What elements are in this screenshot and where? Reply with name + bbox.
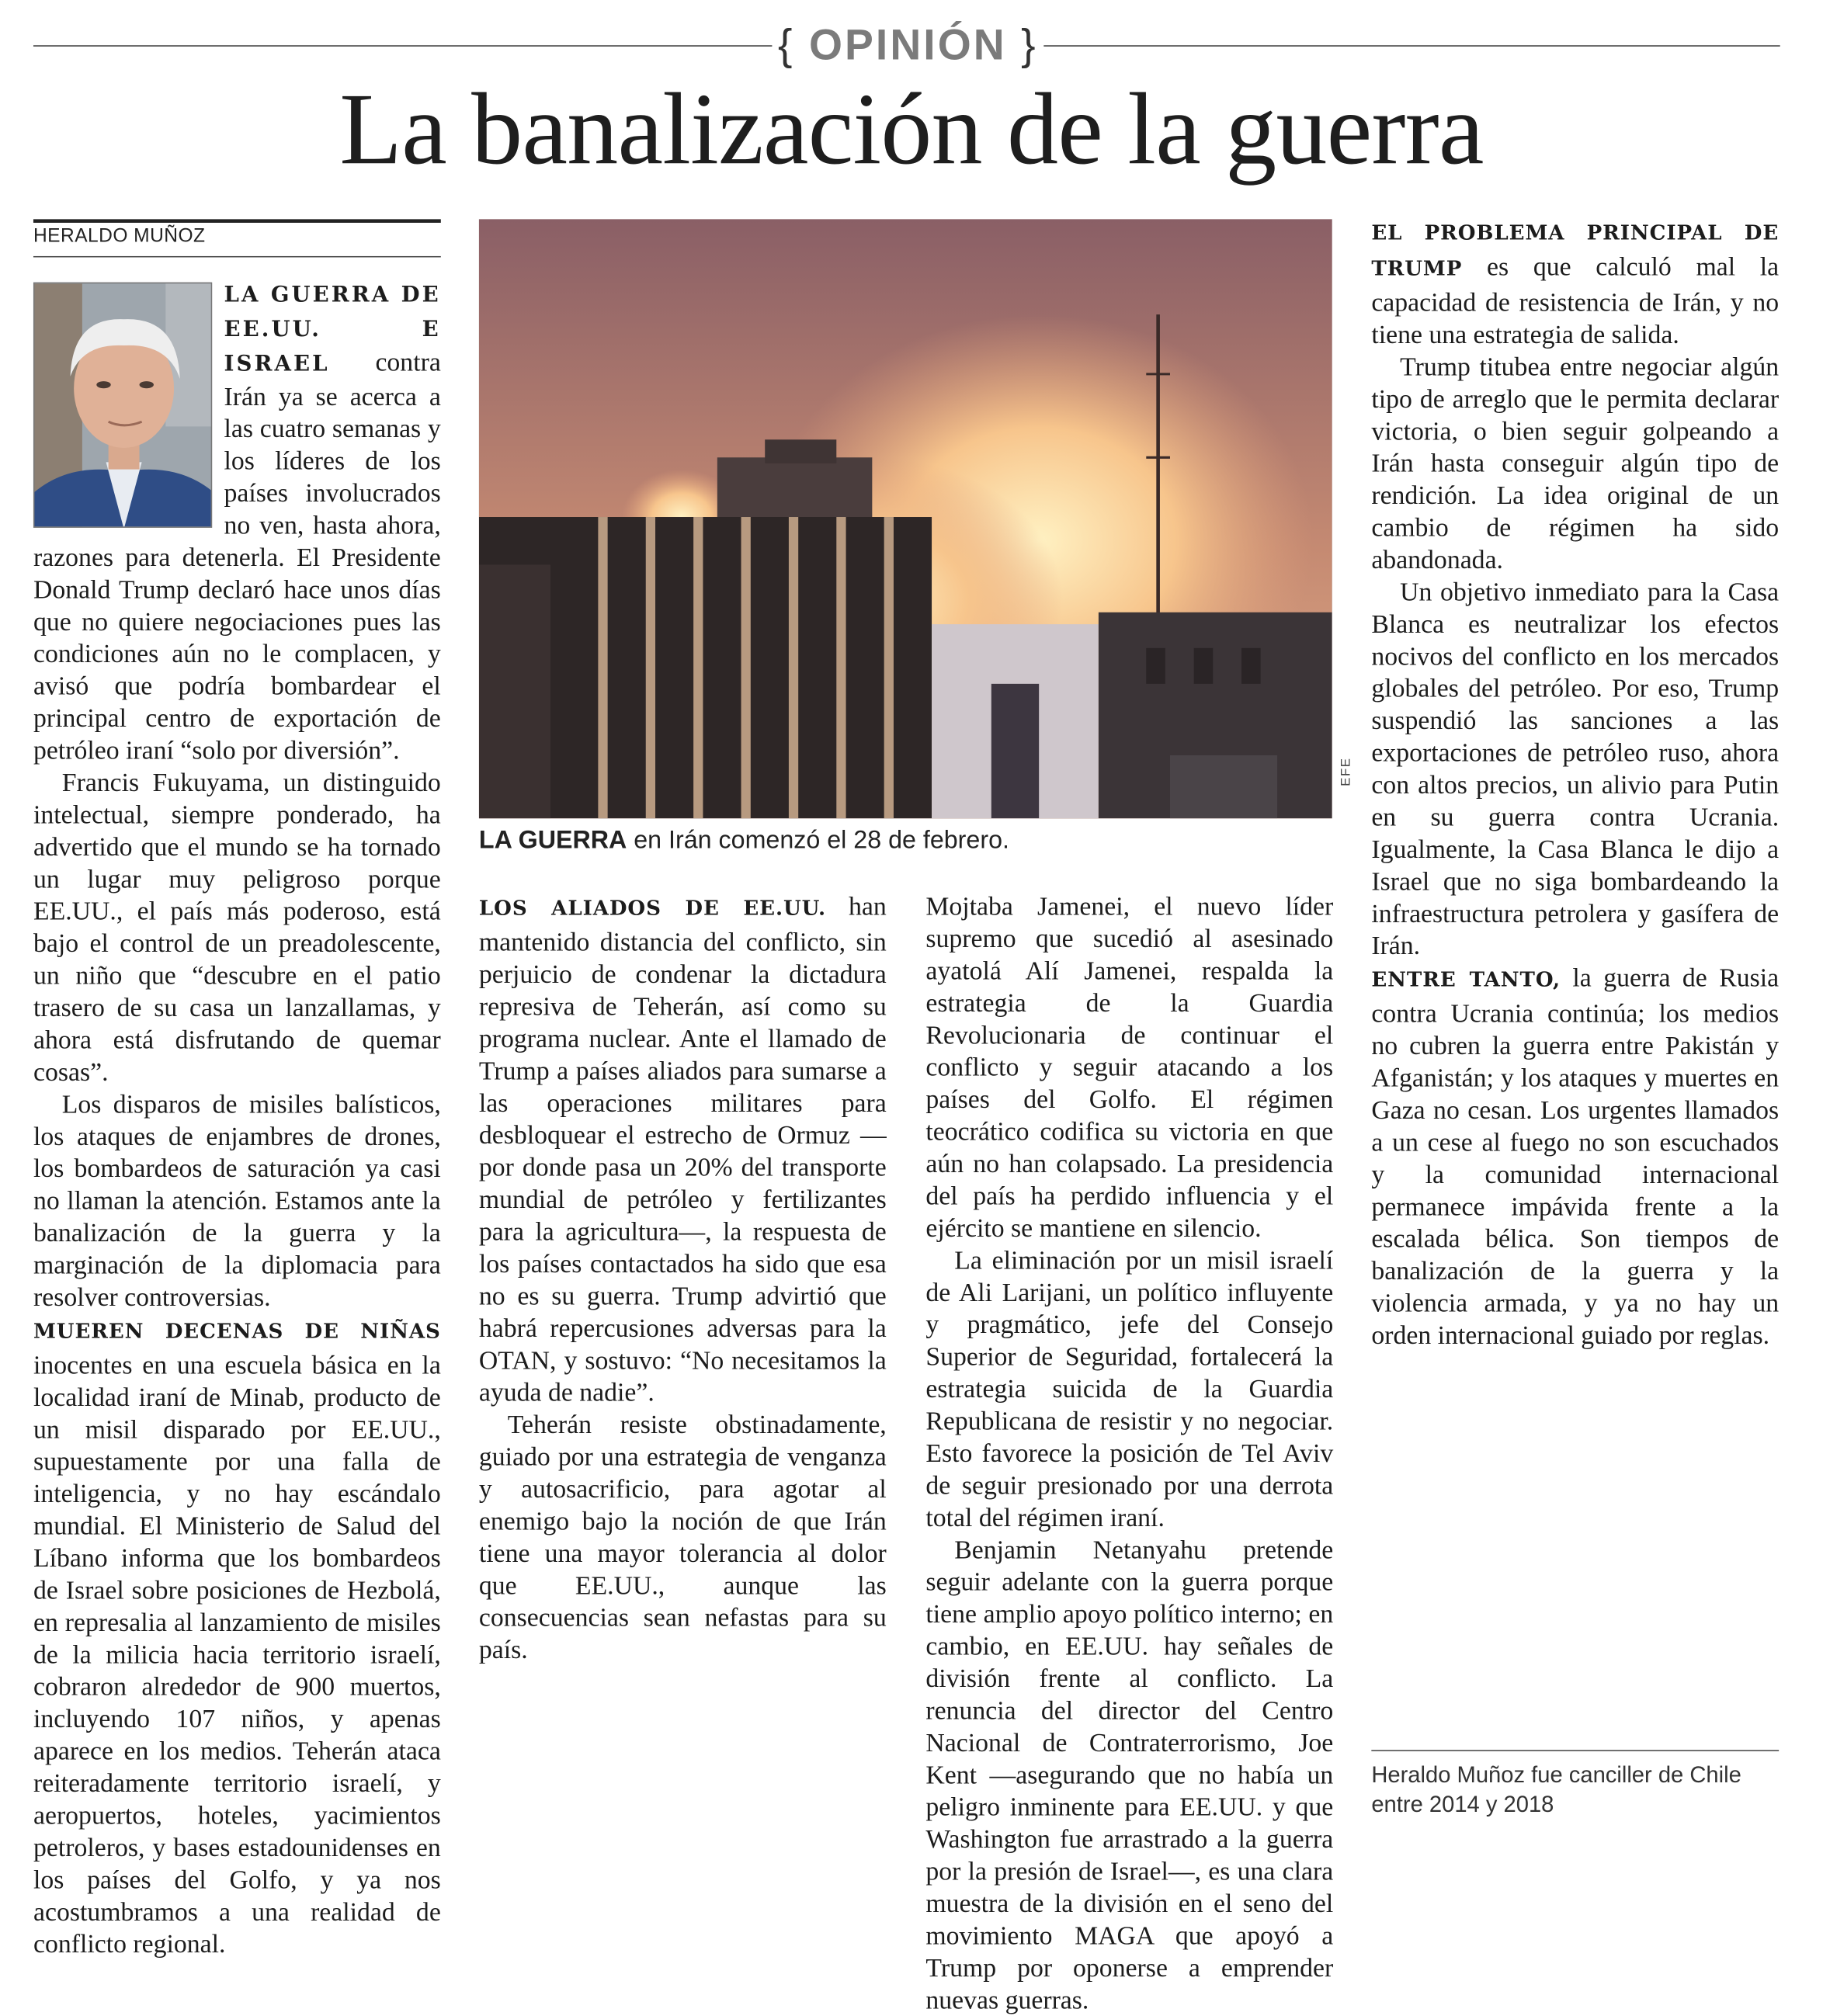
article-paragraph: EL PROBLEMA PRINCIPAL DE TRUMP es que calculó mal la capacidad de resistencia de Irán, y no tiene una estrategia de salida.	[1371, 221, 1780, 349]
lead-in: LA GUERRA DE EE.UU. E ISRAEL	[224, 282, 441, 376]
article-paragraph: Teherán resiste obstinadamente, guiado por una estrategia de venganza y autosacrificio, para agotar al enemigo bajo la noción de que Irán tiene una mayor tolerancia al dolor que EE.UU., aunque las consecuencias sean nefastas para su país.	[478, 1409, 887, 1664]
portrait-spacer	[33, 276, 224, 529]
photo-credit: EFE	[1339, 757, 1354, 786]
lead-in: EL PROBLEMA PRINCIPAL DE TRUMP	[1371, 221, 1780, 282]
byline-rule-bottom	[33, 256, 441, 258]
article-paragraph: LA GUERRA DE EE.UU. E ISRAEL contra Irán ya se acerca a las cuatro semanas y los líderes de los países involucrados no ven, hasta ahora, razones para detenerla. El Presidente Donald Trump declaró hace unos días que no quiere negociaciones pues las condiciones aún no le complacen, y avisó que podría bombardear el principal centro de exportación de petróleo iraní “solo por diversión”.	[33, 276, 441, 766]
article-column-2	[479, 890, 887, 1665]
photo-caption: LA GUERRA en Irán comenzó el 28 de febrero.	[478, 827, 1009, 855]
article-paragraph: Un objetivo inmediato para la Casa Blanca es neutralizar los efectos nocivos del conflicto en los mercados globales del petróleo. Por eso, Trump suspendió las sanciones a las exportaciones de petróleo ruso, ahora con altos precios, un alivio para Putin en su guerra contra Ucrania. Igualmente, la Casa Blanca le dijo a Israel que no siga bombardeando la infraestructura petrolera y gasífera de Irán.	[1371, 576, 1780, 960]
article-paragraph: Benjamin Netanyahu pretende seguir adelante con la guerra porque tiene amplio apoyo político interno; en cambio, en EE.UU. hay señales de división frente al conflicto. La renuncia del director del Centro Nacional de Contraterrorismo, Joe Kent —asegurando que no había un peligro inminente para EE.UU. y que Washington fue arrastrado a la guerra por la presión de Israel—, es una clara muestra de la división en el seno del movimiento MAGA que apoyó a Trump por oponerse a emprender nuevas guerras.	[925, 1534, 1334, 2015]
article-paragraph: ENTRE TANTO, la guerra de Rusia contra Ucrania continúa; los medios no cubren la guerra entre Pakistán y Afganistán; y los ataques y muertes en Gaza no cesan. Los urgentes llamados a un cese al fuego no son escuchados y la comunidad internacional permanece impávida frente a la escalada bélica. Son tiempos de banalización de la guerra y la violencia armada, y ya no hay un orden internacional guiado por reglas.	[1371, 962, 1780, 1350]
article-paragraph: Mojtaba Jamenei, el nuevo líder supremo que sucedió al asesinado ayatolá Alí Jamenei, respalda la estrategia de la Guardia Revolucionaria de continuar el conflicto y seguir atacando a los países del Golfo. El régimen teocrático codifica su victoria en que aún no han colapsado. La presidencia del país ha perdido influencia y el ejército se mantiene en silencio.	[925, 890, 1334, 1243]
lead-in: ENTRE TANTO,	[1371, 968, 1561, 993]
lead-in: LOS ALIADOS DE EE.UU.	[478, 897, 826, 921]
article-column-1	[33, 276, 441, 1959]
section-rule-left	[33, 45, 772, 47]
byline-rule-top	[33, 219, 441, 223]
author-byline: HERALDO MUÑOZ	[33, 226, 206, 247]
article-column-3	[925, 890, 1333, 2015]
article-column-4	[1371, 214, 1779, 1351]
article-paragraph: LOS ALIADOS DE EE.UU. han mantenido distancia del conflicto, sin perjuicio de condenar la dictadura represiva de Teherán, así como su programa nuclear. Ante el llamado de Trump a países aliados para sumarse a las operaciones militares para desbloquear el estrecho de Ormuz —por donde pasa un 20% del transporte mundial de petróleo y fertilizantes para la agricultura—, la respuesta de los países contactados ha sido que esa no es su guerra. Trump advirtió que habrá repercusiones adversas para la OTAN, y sostuvo: “No necesitamos la ayuda de nadie”.	[478, 890, 887, 1407]
war-photo	[479, 219, 1332, 818]
author-bio: Heraldo Muñoz fue canciller de Chile entre 2014 y 2018	[1371, 1763, 1741, 1818]
article-paragraph: Los disparos de misiles balísticos, los ataques de enjambres de drones, los bombardeos de saturación ya casi no llaman la atención. Estamos ante la banalización de la guerra y la marginación de la diplomacia para resolver controversias.	[33, 1088, 441, 1312]
article-paragraph: Francis Fukuyama, un distinguido intelectual, siempre ponderado, ha advertido que el mundo se ha tornado un lugar muy peligroso porque EE.UU., el país más poderoso, está bajo el control de un preadolescente, un niño que “descubre en el patio trasero de su casa un lanzallamas, y ahora está disfrutando de quemar cosas”.	[33, 767, 441, 1087]
section-rule-right	[1043, 45, 1780, 47]
headline: La banalización de la guerra	[339, 71, 1484, 186]
article-paragraph: Trump titubea entre negociar algún tipo de arreglo que le permita declarar victoria, o bien seguir golpeando a Irán hasta conseguir algún tipo de rendición. La idea original de un cambio de régimen ha sido abandonada.	[1371, 351, 1780, 574]
article-paragraph: La eliminación por un misil israelí de Ali Larijani, un político influyente y pragmático, jefe del Consejo Superior de Seguridad, fortalecerá la estrategia suicida de la Guardia Republicana de resistir y no negociar. Esto favorece la posición de Tel Aviv de seguir presionado por una derrota total del régimen iraní.	[925, 1244, 1334, 1532]
article-paragraph: MUEREN DECENAS DE NIÑAS inocentes en una escuela básica en la localidad iraní de Minab, producto de un misil disparado por EE.UU., supuestamente por una falla de inteligencia, y no hay escándalo mundial. El Ministerio de Salud del Líbano informa que los bombardeos de Israel sobre posiciones de Hezbolá, en represalia al lanzamiento de misiles de la milicia hacia territorio israelí, cobraron alrededor de 900 muertos, incluyendo 107 niños, y apenas aparece en los medios. Teherán ataca reiteradamente territorio israelí, y aeropuertos, hoteles, yacimientos petroleros, y bases estadounidenses en los países del Golfo, y ya nos acostumbramos a una realidad de conflicto regional.	[33, 1320, 441, 1959]
lead-in: MUEREN DECENAS DE NIÑAS	[33, 1320, 441, 1345]
bio-rule	[1371, 1750, 1779, 1751]
section-label: { OPINIÓN }	[778, 20, 1038, 70]
